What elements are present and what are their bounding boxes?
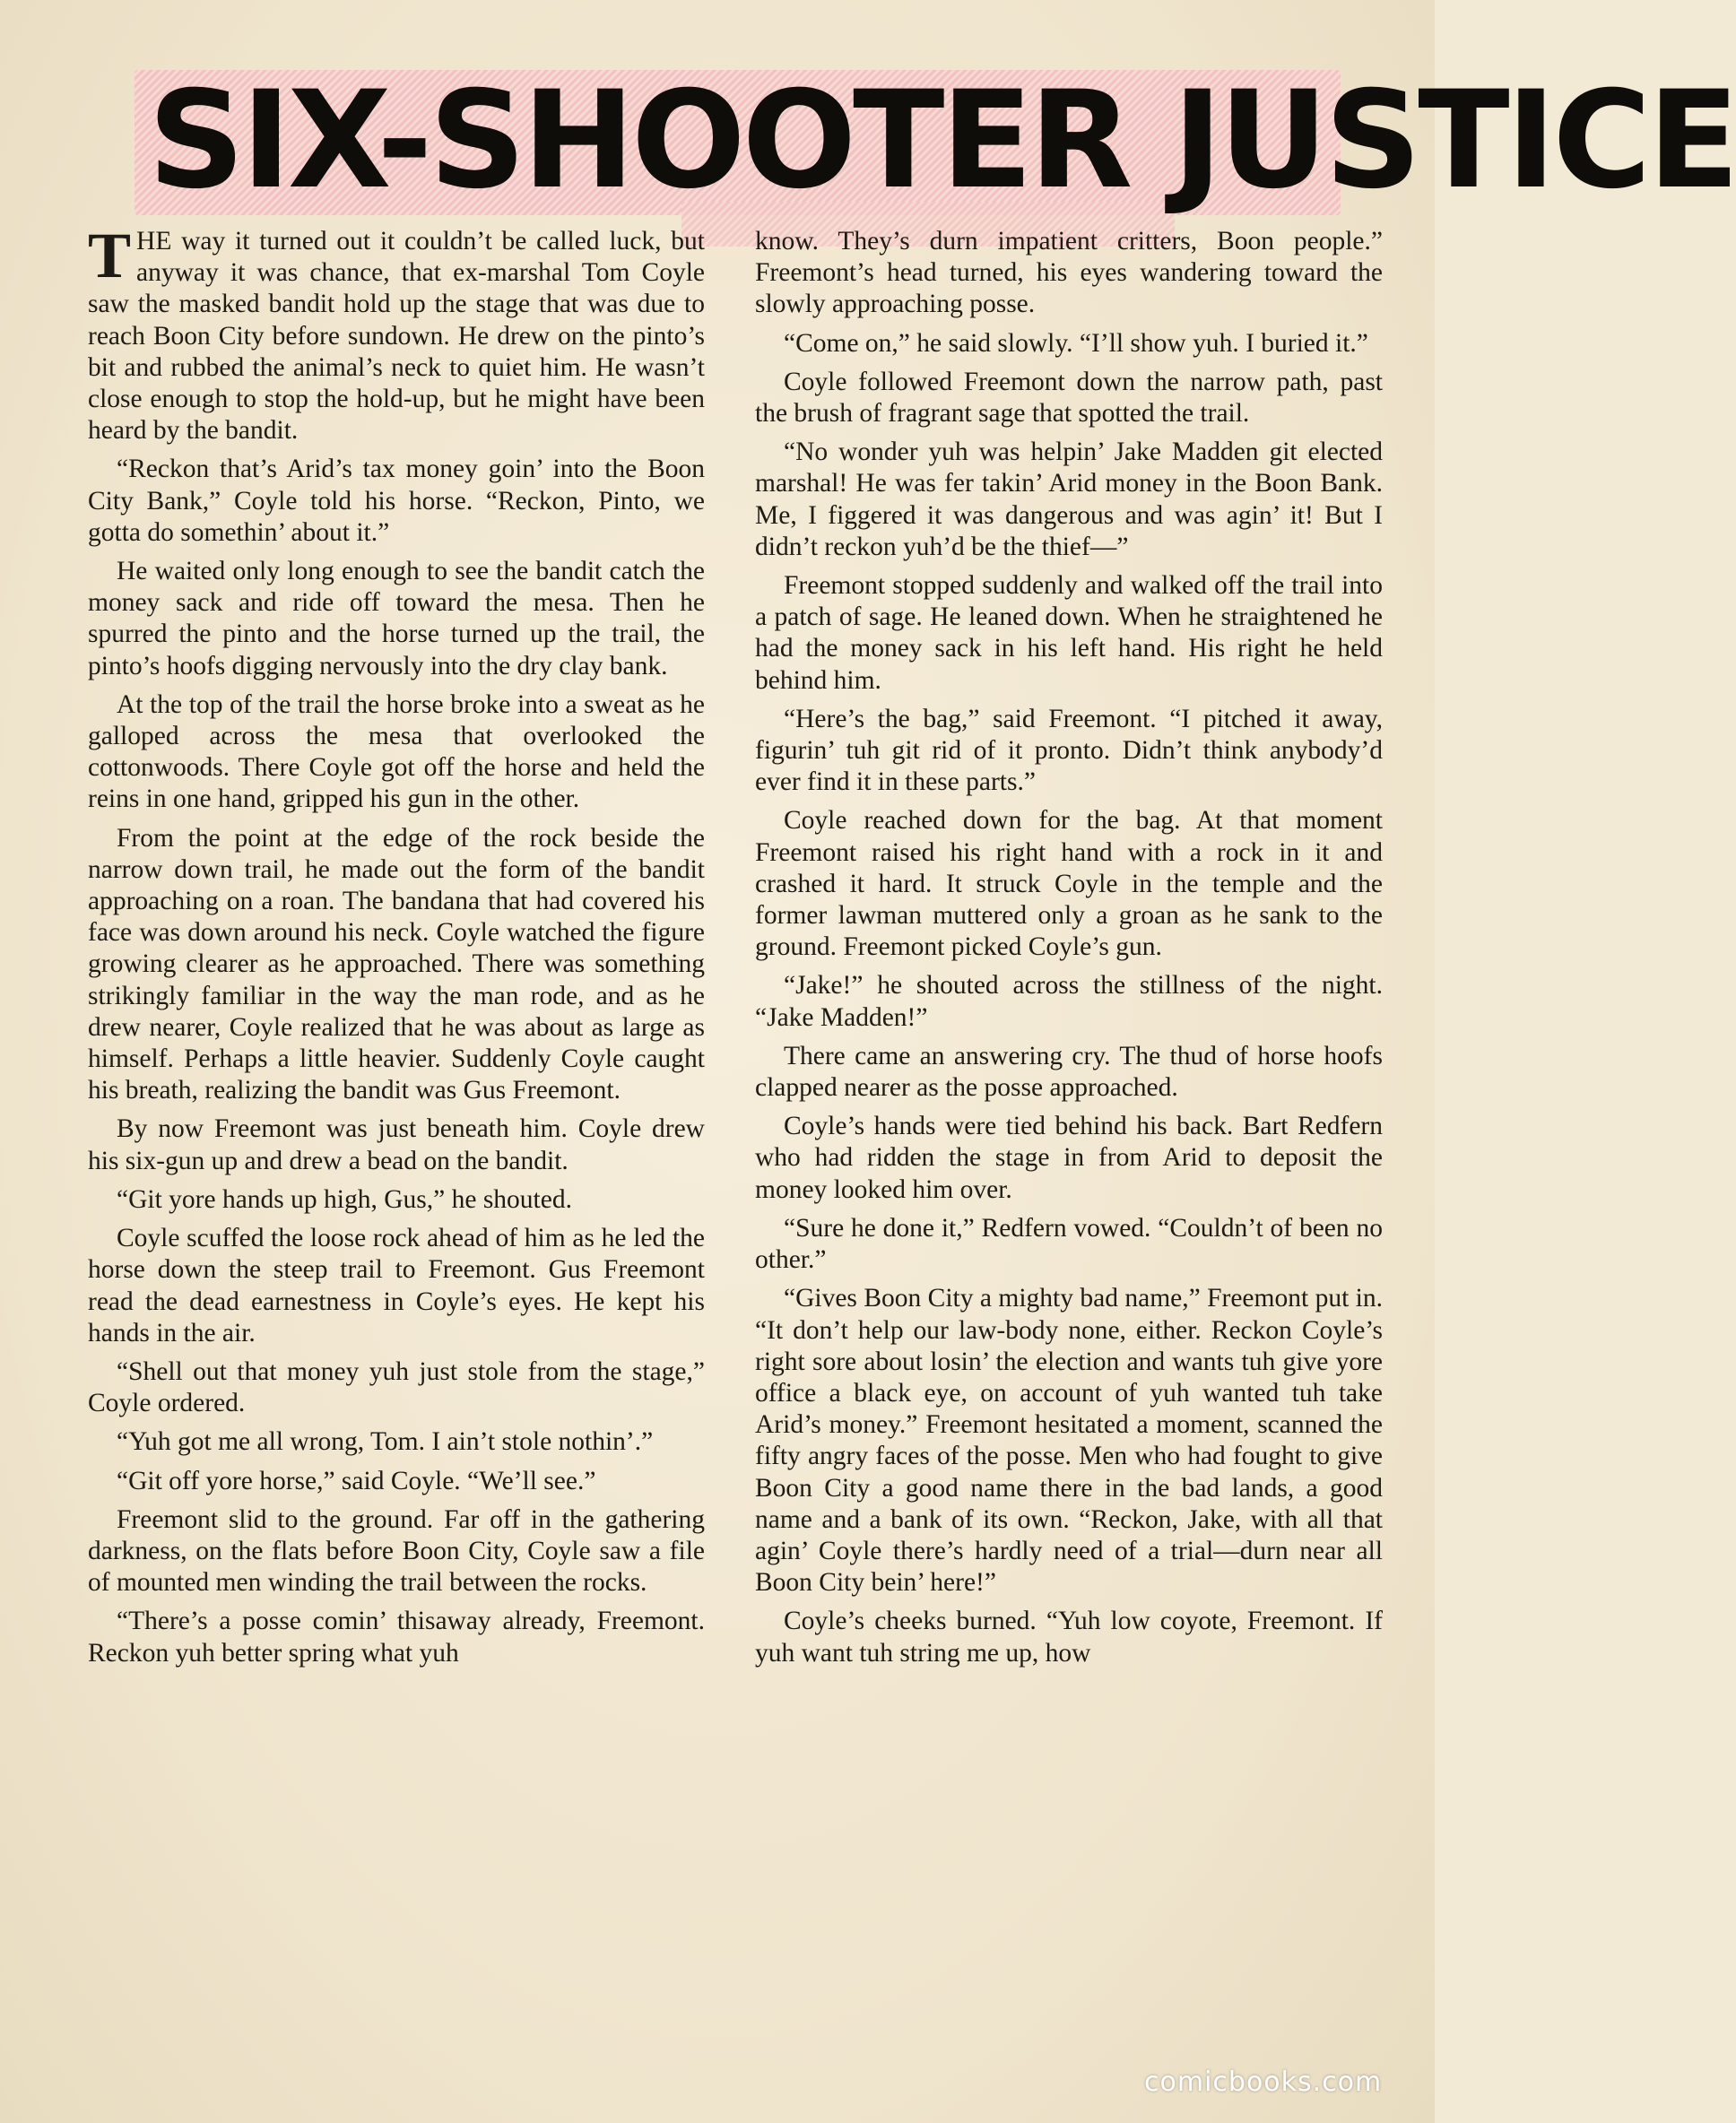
paragraph-3: He waited only long enough to see the bandit catch the money sack and ride off toward the mesa. Then he spurred the pinto and the horse turned up the trail, the pinto’s hoofs digging nervously into the dry clay bank. xyxy=(88,557,705,680)
paragraph-r1: “Come on,” he said slowly. “I’ll show yuh. I buried it.” xyxy=(784,328,1368,358)
paragraph-1 xyxy=(88,220,705,446)
watermark-logo: comicbooks.com xyxy=(1144,2067,1383,2098)
paragraph-5: From the point at the edge of the rock beside the narrow down trail, he made out the form of the bandit approaching on a roan. The bandana that had covered his face was down around his neck. Coyle watched the figure growing clearer as he approached. There was something strikingly familiar in the way the man rode, and as he drew nearer, Coyle realized that he was about as large as himself. Perhaps a little heavier. Suddenly Coyle caught his breath, realizing the bandit was Gus Freemont. xyxy=(88,823,705,1105)
right-column xyxy=(755,226,1383,1677)
paragraph-9: “Shell out that money yuh just stole from the stage,” Coyle ordered. xyxy=(88,1356,705,1418)
paragraph-8: Coyle scuffed the loose rock ahead of him as he led the horse down the steep trail to Freemont. Gus Freemont read the dead earnestness in Coyle’s eyes. He kept his hands in the air. xyxy=(88,1224,705,1347)
paragraph-r10: “Sure he done it,” Redfern vowed. “Couldn’t of been no other.” xyxy=(755,1213,1383,1275)
paragraph-r8: There came an answering cry. The thud of horse hoofs clapped nearer as the posse approached. xyxy=(755,1041,1383,1103)
paragraph-7: “Git yore hands up high, Gus,” he shouted. xyxy=(117,1184,572,1214)
left-column xyxy=(88,220,705,1677)
paragraph-10: “Yuh got me all wrong, Tom. I ain’t stole nothin’.” xyxy=(117,1427,654,1457)
paragraph-6: By now Freemont was just beneath him. Coyle drew his six-gun up and drew a bead on the bandit. xyxy=(88,1114,705,1175)
paragraph-r2: Coyle followed Freemont down the narrow path, past the brush of fragrant sage that spotted the trail. xyxy=(755,367,1383,429)
drop-cap: T xyxy=(88,220,132,291)
paragraph-r4: Freemont stopped suddenly and walked off the trail into a patch of sage. He leaned down. When he straightened he had the money sack in his left hand. His right he held behind him. xyxy=(755,571,1383,695)
paragraph-r3: “No wonder yuh was helpin’ Jake Madden git elected marshal! He was fer takin’ Arid money in the Boon Bank. Me, I figgered it was dangerous and was agin’ it! But I didn’t reckon yuh’d be the thief—” xyxy=(755,438,1383,561)
paragraph-11: “Git off yore horse,” said Coyle. “We’ll see.” xyxy=(117,1466,596,1495)
story-title: SIX-SHOOTER JUSTICE xyxy=(148,63,1736,219)
paragraph-r9: Coyle’s hands were tied behind his back. Bart Redfern who had ridden the stage in from Arid to deposit the money looked him over. xyxy=(755,1112,1383,1204)
paragraph-r5: “Here’s the bag,” said Freemont. “I pitched it away, figurin’ tuh git rid of it pronto. Didn’t think anybody’d ever find it in these parts.” xyxy=(755,704,1383,797)
paragraph-12: Freemont slid to the ground. Far off in the gathering darkness, on the flats before Boon City, Coyle saw a file of mounted men winding the trail between the rocks. xyxy=(88,1504,705,1598)
paragraph-r11: “Gives Boon City a mighty bad name,” Freemont put in. “It don’t help our law-body none, either. Reckon Coyle’s right sore about losin’ the election and wants tuh give yore office a black eye, on account of yuh wanted tuh take Arid’s money.” Freemont hesitated a moment, scanned the fifty angry faces of the posse. Men who had fought to give Boon City a good name there in the bad lands, a good name and a bank of its own. “Reckon, Jake, with all that agin’ Coyle there’s hardly need of a trial—durn near all Boon City bein’ here!” xyxy=(755,1284,1383,1598)
paragraph-2: “Reckon that’s Arid’s tax money goin’ into the Boon City Bank,” Coyle told his horse. “Reckon, Pinto, we gotta do somethin’ about it.” xyxy=(88,455,705,547)
paragraph-r12: Coyle’s cheeks burned. “Yuh low coyote, Freemont. If yuh want tuh string me up, how xyxy=(755,1607,1383,1668)
paragraph-13: “There’s a posse comin’ thisaway already, Freemont. Reckon yuh better spring what yuh xyxy=(88,1607,705,1668)
paragraph-4: At the top of the trail the horse broke into a sweat as he galloped across the mesa that overlooked the cottonwoods. There Coyle got off the horse and held the reins in one hand, gripped his gun in the other. xyxy=(88,689,705,814)
paragraph-r6: Coyle reached down for the bag. At that moment Freemont raised his right hand with a rock in it and crashed it hard. It struck Coyle in the temple and the former lawman muttered only a groan as he sank to the ground. Freemont picked Coyle’s gun. xyxy=(755,806,1383,962)
paragraph-text: HE way it turned out it couldn’t be called luck, but anyway it was chance, that ex-marshal Tom Coyle saw the masked bandit hold up the stage that was due to reach Boon City before sundown. He drew on the pinto’s bit and rubbed the animal’s neck to quiet him. He wasn’t close enough to stop the hold-up, but he might have been heard by the bandit. xyxy=(88,227,705,446)
paragraph-r7: “Jake!” he shouted across the stillness of the night. “Jake Madden!” xyxy=(755,971,1383,1032)
paragraph-continuation: know. They’s durn impatient critters, Boon people.” Freemont’s head turned, his eyes wandering toward the slowly approaching posse. xyxy=(755,227,1383,319)
